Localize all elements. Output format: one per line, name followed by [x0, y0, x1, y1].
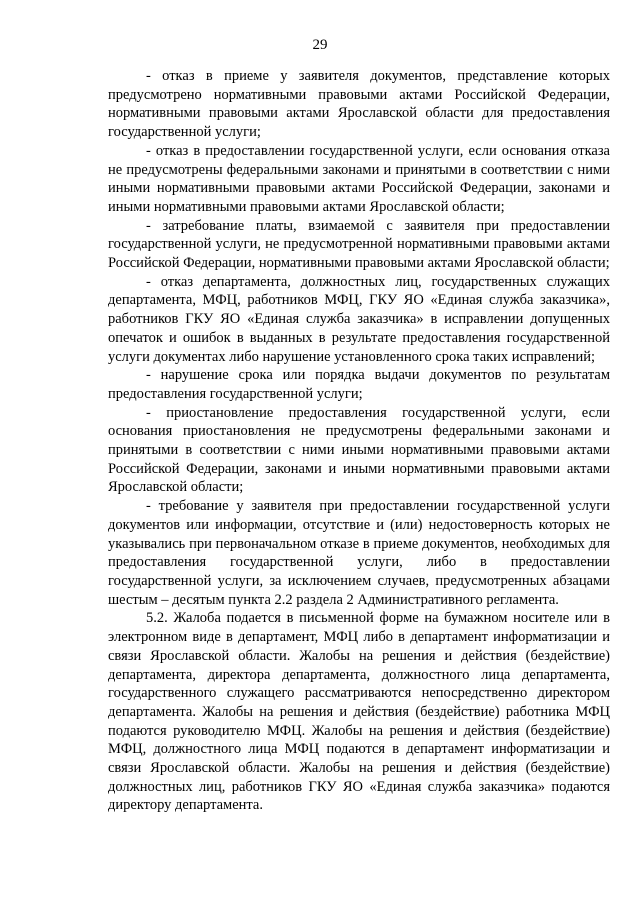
- paragraph-suspension: - приостановление предоставления государственной услуги, если основания приостановления не предусмотрены федеральными законами и принятыми в соответствии с ними иными нормативными правовыми актами Российской Федерации, законами и иными нормативными правовыми актами Ярославской области;: [108, 404, 610, 496]
- paragraph-fee-requirement: - затребование платы, взимаемой с заявителя при предоставлении государственной услуги, не предусмотренной нормативными правовыми актами Российской Федерации, нормативными правовыми актами Ярославской области;: [108, 217, 610, 272]
- paragraph-refusal-to-accept-documents: - отказ в приеме у заявителя документов, представление которых предусмотрено нормативными правовыми актами Российской Федерации, нормативными правовыми актами Ярославской области для предоставления государственной услуги;: [108, 68, 610, 141]
- page-number: 29: [312, 37, 328, 53]
- paragraph-refusal-to-correct-errors: - отказ департамента, должностных лиц, государственных служащих департамента, МФЦ, работников МФЦ, ГКУ ЯО «Единая служба заказчика», работников ГКУ ЯО «Единая служба заказчика» в исправлении допущенных опечаток и ошибок в выданных в результате предоставления государственной услуги документах либо нарушение установленного срока таких исправлений;: [108, 273, 610, 365]
- paragraph-refusal-to-provide-service: - отказ в предоставлении государственной услуги, если основания отказа не предусмотрены федеральными законами и принятыми в соответствии с ними иными нормативными правовыми актами Российской Федерации, законами и иными нормативными правовыми актами Ярославской области;: [108, 142, 610, 215]
- body-text: [108, 67, 610, 815]
- paragraph-document-requirement: - требование у заявителя при предоставлении государственной услуги документов или информации, отсутствие и (или) недостоверность которых не указывались при первоначальном отказе в приеме документов, необходимых для предоставления государственной услуги, либо в предоставлении государственной услуги, за исключением случаев, предусмотренных абзацами шестым – десятым пункта 2.2 раздела 2 Административного регламента.: [108, 498, 610, 608]
- paragraph-delivery-violation: - нарушение срока или порядка выдачи документов по результатам предоставления государственной услуги;: [108, 367, 610, 402]
- paragraph-complaint-filing: 5.2. Жалоба подается в письменной форме на бумажном носителе или в электронном виде в департамент, МФЦ либо в департамент информатизации и связи Ярославской области. Жалобы на решения и действия (бездействие) департамента, директора департамента, должностного лица департамента, государственного служащего рассматриваются непосредственно директором департамента. Жалобы на решения и действия (бездействие) работника МФЦ подаются руководителю МФЦ. Жалобы на решения и действия (бездействие) МФЦ, должностного лица МФЦ подаются в департамент информатизации и связи Ярославской области. Жалобы на решения и действия (бездействие) должностных лиц, работников ГКУ ЯО «Единая служба заказчика» подаются директору департамента.: [108, 610, 610, 814]
